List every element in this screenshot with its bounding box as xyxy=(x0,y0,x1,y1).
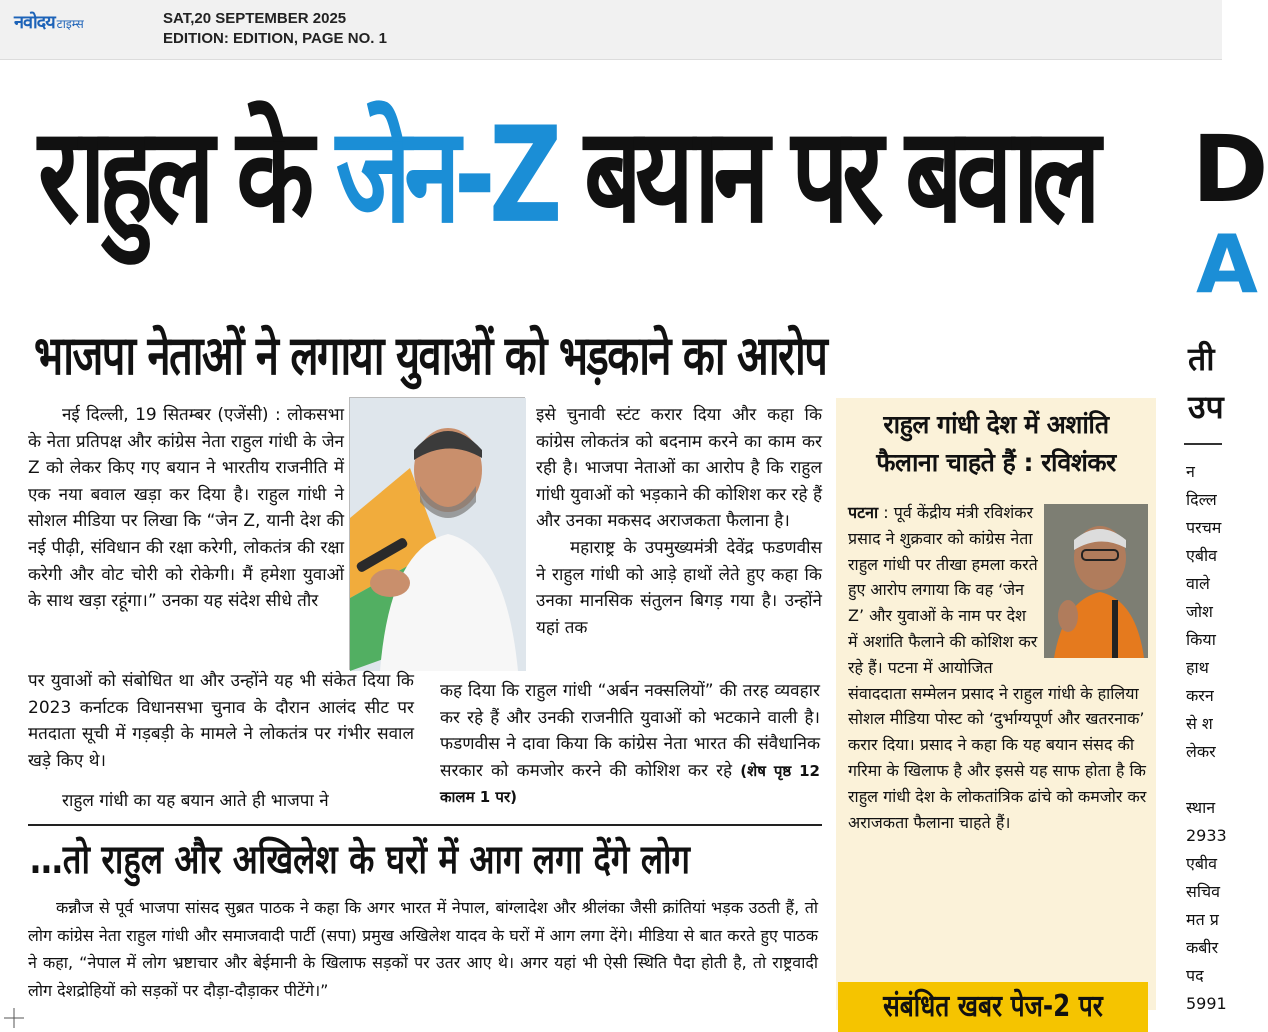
edge-line: किया xyxy=(1186,630,1216,649)
edge-line: स्थान xyxy=(1186,798,1216,817)
headline-part-2: बयान पर बवाल xyxy=(555,97,1094,253)
edge-line: करन xyxy=(1186,686,1214,705)
logo-main-text: नवोदय xyxy=(14,12,55,33)
sidebar-body-text: : पूर्व केंद्रीय मंत्री रविशंकर प्रसाद ने शुक्रवार को कांग्रेस नेता राहुल गांधी पर तीखा हमला करते हुए आरोप लगाया कि वह ‘जेन Z’ और युवाओं के नाम पर देश में अशांति फैलाने की कोशिश कर रहे हैं। पटना में आयोजित संवाददाता सम्मेलन प्रसाद ने राहुल गांधी के हालिया सोशल मीडिया पोस्ट को ‘दुर्भाग्यपूर्ण और खतरनाक’ करार दिया। प्रसाद ने कहा कि यह बयान संसद की गरिमा के खिलाफ है और इससे यह साफ होता है कि राहुल गांधी देश के लोकतांत्रिक ढांचे को कमजोर कर अराजकता फैलाना चाहते हैं। xyxy=(848,503,1147,832)
newspaper-page xyxy=(0,60,1268,1031)
edge-line: दिल्ल xyxy=(1186,490,1217,509)
edition-date: SAT,20 SEPTEMBER 2025 xyxy=(163,10,347,27)
edge-subhead xyxy=(1188,335,1228,431)
headline-highlight: जेन-Z xyxy=(335,97,556,253)
edition-page: EDITION: EDITION, PAGE NO. 1 xyxy=(163,30,387,47)
edge-line: परचम xyxy=(1186,518,1222,537)
edge-line xyxy=(1186,766,1222,794)
story2-paragraph: कन्नौज से पूर्व भाजपा सांसद सुब्रत पाठक ने कहा कि अगर भारत में नेपाल, बांग्लादेश और श्रीलंका जैसी क्रांतियां भड़क उठती हैं, तो लोग कांग्रेस नेता राहुल गांधी और समाजवादी पार्टी (सपा) प्रमुख अखिलेश यादव के घरों में आग लगा देंगे। मीडिया से बात करते हुए पाठक ने कहा, “नेपाल में लोग भ्रष्टाचार और बेईमानी के खिलाफ सड़कों पर उतर आए थे। अगर यहां भी ऐसी स्थिति पैदा होती है, तो राष्ट्रवादी लोग देशद्रोहियों को सड़कों पर दौड़ा-दौड़ाकर पीटेंगे।” xyxy=(28,898,818,1000)
edge-line: एबीव xyxy=(1186,546,1218,565)
lead-col2-top xyxy=(536,402,822,641)
logo-sub-text: टाइम्स xyxy=(56,17,84,31)
headline-part-1: राहुल के xyxy=(38,97,336,253)
lead-col1-bottom: पर युवाओं को संबोधित था और उन्होंने यह भी संकेत दिया कि 2023 कर्नाटक विधानसभा चुनाव के दौरान आलंद सीट पर मतदाता सूची में गड़बड़ी के मामले ने लोकतंत्र पर गंभीर सवाल खड़े किए थे। xyxy=(28,671,414,771)
edge-text-lines xyxy=(1186,458,1227,1018)
lead-col2-bottom-text: कह दिया कि राहुल गांधी “अर्बन नक्सलियों” की तरह व्यवहार कर रहे हैं और उनकी राजनीति युवाओं को भटकाने वाली है। फडणवीस ने दावा किया कि कांग्रेस नेता भारत की संवैधानिक सरकार को कमजोर करने की कोशिश कर रहे xyxy=(440,681,820,781)
edge-line: हाथ xyxy=(1186,658,1209,677)
ravishankar-sidebar-box xyxy=(836,398,1156,1024)
edge-line: वाले xyxy=(1186,574,1210,593)
edge-line: से श xyxy=(1186,714,1213,733)
edge-line: पद xyxy=(1186,966,1204,985)
edge-subhead-line1: ती xyxy=(1188,340,1215,378)
edge-subhead-line2: उप xyxy=(1188,388,1224,426)
story2-headline: …तो राहुल और अखिलेश के घरों में आग लगा देंगे लोग xyxy=(30,837,691,883)
edge-headline-letter-2: A xyxy=(1196,218,1258,311)
edition-info xyxy=(163,9,387,49)
ravishankar-photo[interactable] xyxy=(1044,504,1148,658)
edge-line: सचिव xyxy=(1186,882,1221,901)
photo-illustration xyxy=(350,398,526,671)
related-news-label: संबंधित खबर पेज-2 पर xyxy=(883,989,1103,1024)
edge-line: 5991 xyxy=(1186,994,1227,1013)
sidebar-headline-line1: राहुल गांधी देश में अशांति xyxy=(883,410,1109,439)
lead-col2-bottom xyxy=(440,678,820,811)
masthead-bar xyxy=(0,0,1222,60)
edge-line: लेकर xyxy=(1186,742,1216,761)
lead-col1-top: नई दिल्ली, 19 सितम्बर (एजेंसी) : लोकसभा के नेता प्रतिपक्ष और कांग्रेस नेता राहुल गांधी के जेन Z को लेकर किए गए बयान ने भारतीय राजनीति में एक नया बवाल खड़ा कर दिया है। राहुल गांधी ने सोशल मीडिया पर लिखा कि “जेन Z, यानी देश की नई पीढ़ी, संविधान की रक्षा करेगी, लोकतंत्र की रक्षा करेगी और वोट चोरी को रोकेगी। मैं हमेशा युवाओं के साथ खड़ा रहूंगा।” उनका यह संदेश सीधे तौर xyxy=(28,405,344,612)
sidebar-dateline: पटना xyxy=(848,503,879,522)
lead-col2-para2: महाराष्ट्र के उपमुख्यमंत्री देवेंद्र फडणवीस ने राहुल गांधी को आड़े हाथों लेते हुए कहा कि उनका मानसिक संतुलन बिगड़ गया है। उन्होंने यहां तक xyxy=(536,537,822,638)
edge-line: 2933 xyxy=(1186,826,1227,845)
edge-divider xyxy=(1184,443,1222,445)
edge-line: एबीव xyxy=(1186,854,1218,873)
edge-headline-letter-1: D xyxy=(1192,116,1268,223)
rahul-gandhi-photo[interactable] xyxy=(349,397,525,670)
edge-line: कबीर xyxy=(1186,938,1219,957)
edge-line: जोश xyxy=(1186,602,1213,621)
sidebar-headline xyxy=(836,406,1156,482)
edge-line: न xyxy=(1186,462,1195,481)
related-news-banner[interactable] xyxy=(838,982,1148,1032)
sidebar-body xyxy=(848,500,1148,835)
lead-subheadline: भाजपा नेताओं ने लगाया युवाओं को भड़काने का आरोप xyxy=(34,324,827,387)
newspaper-logo[interactable] xyxy=(14,10,84,32)
edge-line: मत प्र xyxy=(1186,910,1219,929)
lead-col1-end: राहुल गांधी का यह बयान आते ही भाजपा ने xyxy=(62,791,329,811)
sidebar-photo-illustration xyxy=(1044,504,1148,658)
sidebar-headline-line2: फैलाना चाहते हैं : रविशंकर xyxy=(876,448,1116,477)
section-divider xyxy=(28,824,822,826)
crosshair-icon xyxy=(4,1008,24,1028)
lead-headline xyxy=(38,78,1094,274)
story2-body xyxy=(28,894,818,1004)
lead-col2-para1: इसे चुनावी स्टंट करार दिया और कहा कि कांग्रेस लोकतंत्र को बदनाम करने का काम कर रही है। भाजपा नेताओं का आरोप है कि राहुल गांधी युवाओं को भड़काने की कोशिश कर रहे हैं और उनका मकसद अराजकता फैलाना है। xyxy=(536,405,823,532)
continued-on-page-link[interactable]: (शेष पृष्ठ 12 कालम 1 पर) xyxy=(440,761,820,807)
